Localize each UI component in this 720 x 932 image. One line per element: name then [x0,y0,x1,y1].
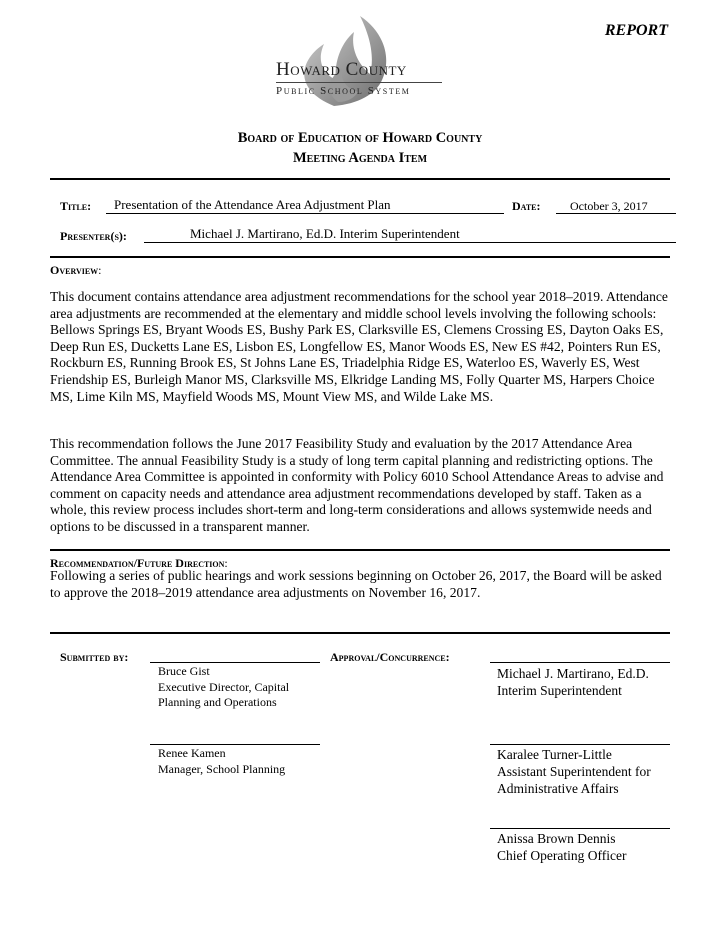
report-label: REPORT [604,22,668,39]
approval-title-2: Assistant Superintendent for Administrative Affairs [497,764,651,796]
overview-heading [50,261,102,279]
approval-person-2 [497,746,667,797]
submitted-person-1 [158,664,318,711]
submitted-title-2: Manager, School Planning [158,761,286,776]
recommendation-rule [50,549,670,551]
submitted-name-2: Renee Kamen [158,746,226,760]
submitted-label: Submitted by: [60,650,129,664]
approval-name-2: Karalee Turner-Little [497,747,612,762]
recommendation-label: Recommendation/Future Direction [50,556,225,570]
approval-name-1: Michael J. Martirano, Ed.D. [497,666,649,681]
overview-paragraph-1: This document contains attendance area adjustment recommendations for the school year 2018–2019. Attendance area adjustments are recommended at the elementary and middle school levels involving the following schools: Bellows Springs ES, Bryant Woods ES, Bushy Park ES, Clarksville ES, Clemens Crossing ES, Dayton Oaks ES, Deep Run ES, Ducketts Lane ES, Lisbon ES, Longfellow ES, Manor Woods ES, New ES #42, Pointers Run ES, Rockburn ES, Running Brook ES, St Johns Lane ES, Triadelphia Ridge ES, Waterloo ES, Waverly ES, West Friendship ES, Burleigh Manor MS, Clarksville MS, Elkridge Landing MS, Folly Quarter MS, Harpers Choice MS, Lime Kiln MS, Mayfield Woods MS, Mount View MS, and Wilde Lake MS. [50,289,668,404]
approval-person-1 [497,665,667,699]
submitted-title-1: Executive Director, Capital Planning and Operations [158,679,290,709]
title-label: Title: [60,199,92,213]
header-line-1: Board of Education of Howard County [237,130,483,146]
signature-rule [50,632,670,634]
presenter-underline [144,242,676,243]
submitted-signature-line-1 [150,662,320,663]
logo-divider [276,82,442,83]
approval-person-3 [497,830,667,864]
logo-line-1: Howard County [276,59,407,80]
date-underline [556,213,676,214]
title-underline [106,213,504,214]
logo-line-2: Public School System [276,85,411,97]
approval-signature-line-3 [490,828,670,829]
recommendation-text: Following a series of public hearings and work sessions beginning on October 26, 2017, the Board will be asked to approve the 2018–2019 attendance area adjustments on November 16, 2017. [50,568,662,600]
submitted-person-2 [158,746,318,777]
overview-label: Overview [50,263,99,277]
date-value: October 3, 2017 [570,199,648,213]
title-value: Presentation of the Attendance Area Adjustment Plan [114,197,391,212]
approval-signature-line-2 [490,744,670,745]
approval-name-3: Anissa Brown Dennis [497,831,616,846]
header-rule [50,178,670,180]
presenter-value: Michael J. Martirano, Ed.D. Interim Superintendent [190,226,460,241]
submitted-signature-line-2 [150,744,320,745]
date-label: Date: [512,199,541,213]
overview-paragraph-2: This recommendation follows the June 2017 Feasibility Study and evaluation by the 2017 Attendance Area Committee. The annual Feasibility Study is a study of long term capital planning and redistricting options. The Attendance Area Committee is appointed in conformity with Policy 6010 School Attendance Areas to advise and comment on capacity needs and attendance area adjustment recommendations developed by staff. Taken as a whole, this review process includes short-term and long-term considerations and allows systemwide needs and options to be discussed in a transparent manner. [50,436,664,534]
approval-label: Approval/Concurrence: [330,650,450,664]
overview-colon: : [98,263,102,277]
approval-title-1: Interim Superintendent [497,683,622,698]
logo-wordmark [276,59,456,97]
recommendation-colon: : [224,556,228,570]
submitted-name-1: Bruce Gist [158,664,210,678]
approval-title-3: Chief Operating Officer [497,848,627,863]
overview-rule [50,256,670,258]
approval-signature-line-1 [490,662,670,663]
header-line-2: Meeting Agenda Item [292,150,428,166]
presenter-label: Presenter(s): [60,229,127,243]
